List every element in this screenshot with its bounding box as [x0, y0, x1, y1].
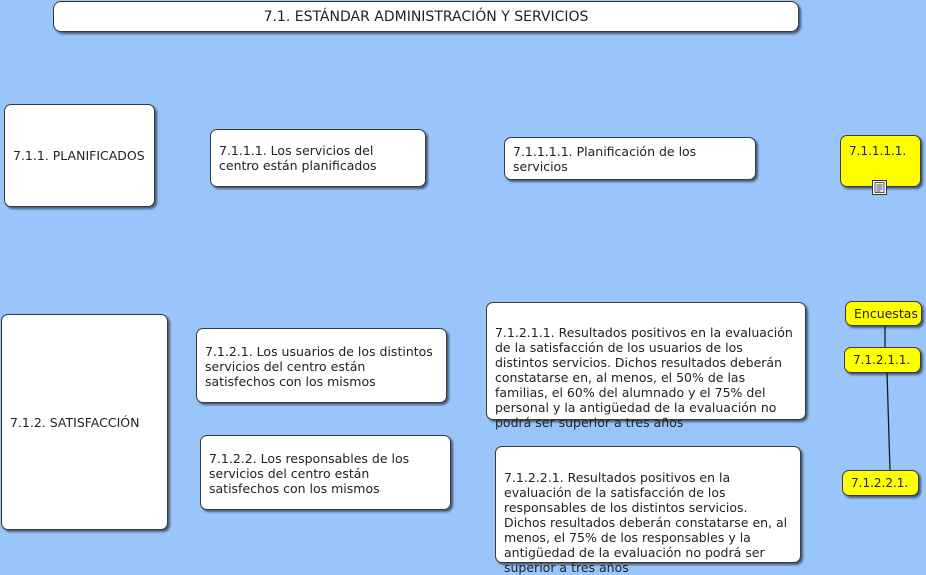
- node-7-1-2[interactable]: 7.1.2. SATISFACCIÓN: [1, 314, 168, 530]
- node-7-1-2-2[interactable]: 7.1.2.2. Los responsables de los servicios del centro están satisfechos con los mismos: [200, 435, 451, 510]
- node-7-1-2-1[interactable]: 7.1.2.1. Los usuarios de los distintos servicios del centro están satisfechos con los mismos: [196, 328, 447, 403]
- resource-7-1-1-1-1[interactable]: 7.1.1.1.1.: [840, 135, 921, 187]
- diagram-title: 7.1. ESTÁNDAR ADMINISTRACIÓN Y SERVICIOS: [53, 1, 799, 32]
- node-7-1-2-2-1[interactable]: 7.1.2.2.1. Resultados positivos en la evaluación de la satisfacción de los responsables de los distintos servicios. Dichos resultados deberán constatarse en, al menos, el 75% de los responsables y la antigüedad de la evaluación no podrá ser superior a tres años: [495, 446, 801, 563]
- resource-7-1-2-2-1[interactable]: 7.1.2.2.1.: [842, 470, 919, 496]
- node-7-1-1-1[interactable]: 7.1.1.1. Los servicios del centro están planificados: [210, 129, 426, 187]
- resource-encuestas[interactable]: Encuestas: [845, 301, 922, 326]
- note-document-icon[interactable]: [872, 180, 887, 195]
- node-7-1-1[interactable]: 7.1.1. PLANIFICADOS: [4, 104, 155, 207]
- node-7-1-1-1-1[interactable]: 7.1.1.1.1. Planificación de los servicios: [504, 137, 756, 180]
- node-7-1-2-1-1[interactable]: 7.1.2.1.1. Resultados positivos en la evaluación de la satisfacción de los usuarios de los distintos servicios. Dichos resultados deberán constatarse en, al menos, el 50% de las familias, el 60% del alumnado y el 75% del personal y la antigüedad de la evaluación no podrá ser superior a tres años: [486, 302, 806, 420]
- connector-encuestas-71221: [887, 372, 890, 470]
- resource-7-1-2-1-1[interactable]: 7.1.2.1.1.: [844, 347, 921, 373]
